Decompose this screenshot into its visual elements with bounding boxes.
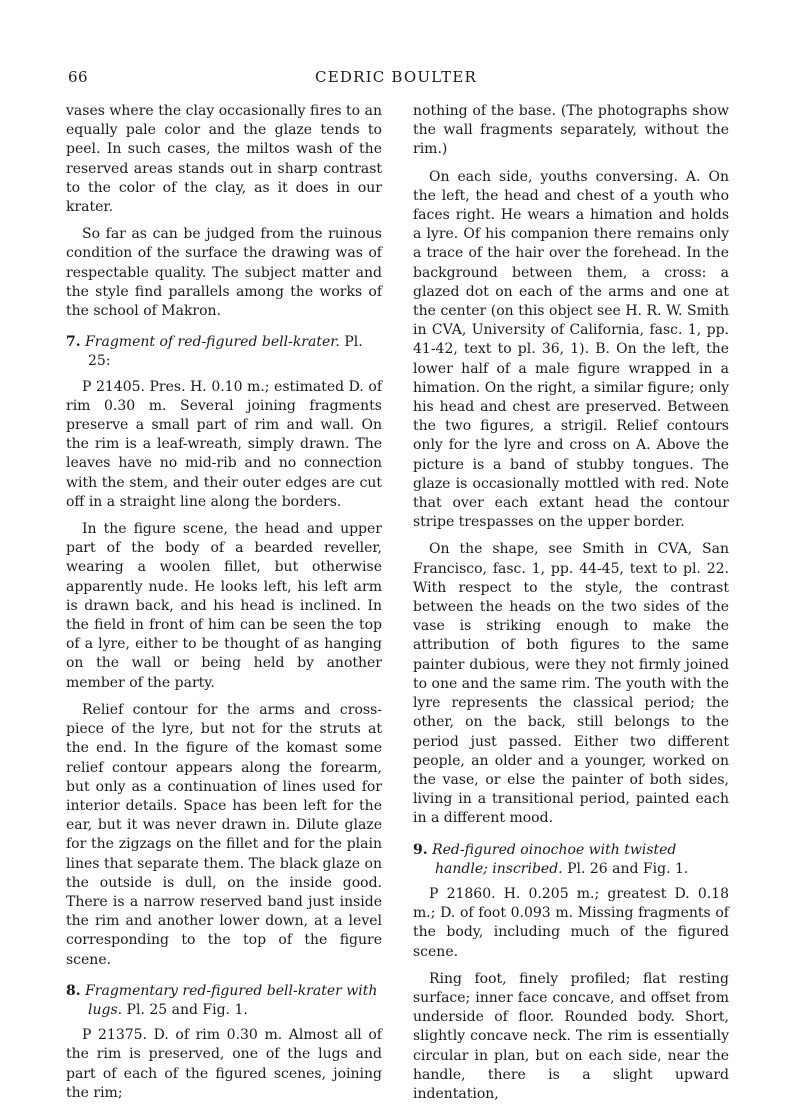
entry-number: 9. — [413, 841, 428, 858]
catalogue-entry-heading-8 — [66, 982, 382, 1020]
entry-plate-reference: Pl. 26 and Fig. 1. — [567, 860, 689, 877]
page-number: 66 — [68, 68, 89, 86]
paragraph: P 21405. Pres. H. 0.10 m.; estimated D. of rim 0.30 m. Several joining fragments preserve a small part of rim and wall. On the rim is a leaf-wreath, simply drawn. The leaves have no mid-rib and no connection with the stem, and their outer edges are cut off in a straight line along the borders. — [66, 378, 382, 510]
paragraph: vases where the clay occasionally fires to an equally pale color and the glaze tends to peel. In such cases, the miltos wash of the reserved areas stands out in sharp contrast to the color of the clay, as it does in our krater. — [66, 103, 382, 216]
paragraph: nothing of the base. (The photographs show the wall fragments separately, without the rim.) — [413, 103, 729, 158]
right-column — [413, 102, 729, 1104]
paragraph: In the figure scene, the head and upper part of the body of a bearded reveller, wearing a woolen fillet, but otherwise apparently nude. He looks left, his left arm is drawn back, and his head is inclined. In the field in front of him can be seen the top of a lyre, either to be thought of as hanging on the wall or being held by another member of the party. — [66, 521, 382, 691]
running-head: CEDRIC BOULTER — [315, 68, 477, 86]
paragraph: Ring foot, finely profiled; flat resting surface; inner face concave, and offset from underside of floor. Rounded body. Short, slightly concave neck. The rim is essentially circular in plan, but on each side, near the handle, there is a slight upward indentation, — [413, 970, 729, 1102]
entry-title: Red-figured oinochoe with twisted handle; inscribed. — [432, 841, 677, 877]
paragraph: On the shape, see Smith in CVA, San Francisco, fasc. 1, pp. 44-45, text to pl. 22. With respect to the style, the contrast between the heads on the two sides of the vase is striking enough to make the attribution of both figures to the same painter dubious, were they not firmly joined to one and the same rim. The youth with the lyre represents the classical period; the other, on the back, still belongs to the period just passed. Either two different people, an older and a younger, worked on the vase, or else the painter of both sides, living in a transitional period, painted each in a different mood. — [413, 541, 729, 827]
catalogue-entry-heading-9 — [413, 841, 729, 879]
paragraph: On each side, youths conversing. A. On the left, the head and chest of a youth who faces right. He wears a himation and holds a lyre. Of his companion there remains only a trace of the hair over the forehead. In the background between them, a cross: a glazed dot on each of the arms and one at the center (on this object see H. R. W. Smith in CVA, University of California, fasc. 1, pp. 41-42, text to pl. 36, 1). B. On the left, the lower half of a male figure wrapped in a himation. On the right, a similar figure; only his head and chest are preserved. Between the two figures, a strigil. Relief contours only for the lyre and cross on A. Above the picture is a band of stubby tongues. The glaze is occasionally mottled with red. Note that over each extant head the contour stripe trespasses on the upper border. — [413, 168, 729, 531]
catalogue-entry-heading-7 — [66, 333, 382, 371]
left-column — [66, 102, 382, 1103]
entry-plate-reference: Pl. 25: — [88, 334, 363, 370]
entry-plate-reference: Pl. 25 and Fig. 1. — [126, 1001, 248, 1018]
paragraph: P 21375. D. of rim 0.30 m. Almost all of the rim is preserved, one of the lugs and part of each of the figured scenes, joining the rim; — [66, 1027, 382, 1101]
entry-number: 8. — [66, 982, 81, 999]
paragraph: So far as can be judged from the ruinous condition of the surface the drawing was of respectable quality. The subject matter and the style find parallels among the works of the school of Makron. — [66, 226, 382, 320]
entry-title: Fragment of red-figured bell-krater. — [85, 334, 340, 351]
paragraph: P 21860. H. 0.205 m.; greatest D. 0.18 m.; D. of foot 0.093 m. Missing fragments of the body, including much of the figured scene. — [413, 885, 729, 960]
paragraph: Relief contour for the arms and cross-piece of the lyre, but not for the struts at the end. In the figure of the komast some relief contour appears along the forearm, but only as a continuation of lines used for interior details. Space has been left for the ear, but it was never drawn in. Dilute glaze for the zigzags on the fillet and for the plain lines that separate them. The black glaze on the outside is dull, on the inside good. There is a narrow reserved band just inside the rim and another lower down, at a level corresponding to the top of the figure scene. — [66, 701, 382, 968]
entry-number: 7. — [66, 334, 81, 351]
entry-title: Fragmentary red-figured bell-krater with lugs. — [85, 982, 378, 1018]
